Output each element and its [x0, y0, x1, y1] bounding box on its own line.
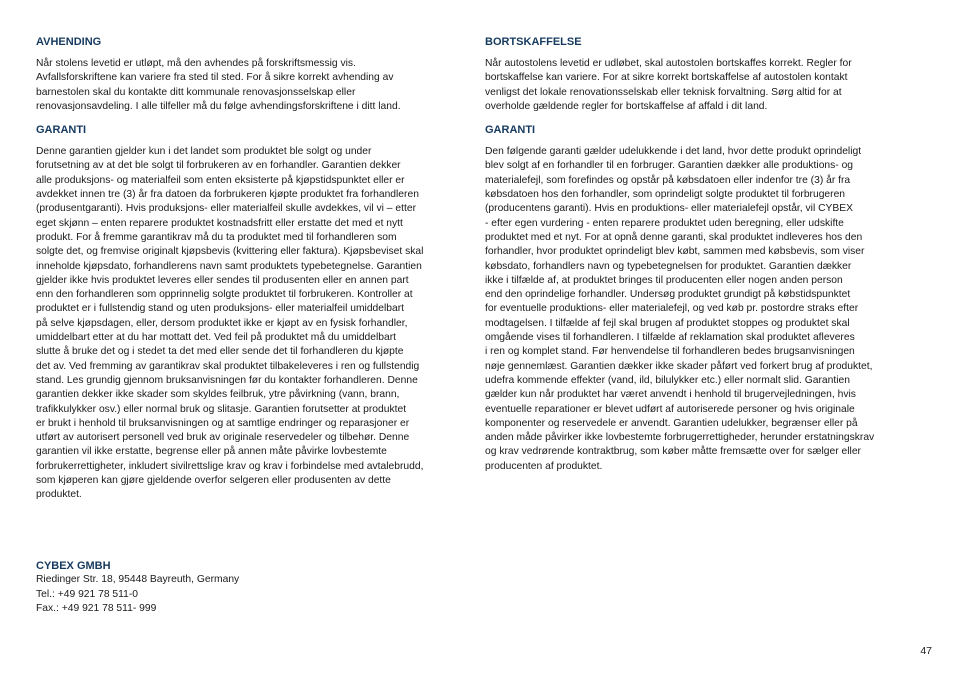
- disposal-text-no: Når stolens levetid er utløpt, må den avhendes på forskriftsmessig vis. Avfallsforskriftene kan variere fra sted til sted. For å sikre korrekt avhending av barnestolen skal du kontakte ditt kommunale renovasjonsselskap eller renovasjonsavdeling. I alle tilfeller må du følge avhendingsforskriftene i ditt land.: [36, 58, 401, 112]
- disposal-heading-no: AVHENDING: [36, 36, 102, 48]
- company-fax: Fax.: +49 921 78 511- 999: [36, 602, 157, 614]
- left-column: [36, 35, 470, 512]
- company-tel: Tel.: +49 921 78 511-0: [36, 588, 138, 600]
- company-name: CYBEX GMBH: [36, 560, 111, 572]
- warranty-heading-da: GARANTI: [485, 124, 536, 137]
- warranty-text-da: Den følgende garanti gælder udelukkende i det land, hvor dette produkt oprindeligt blev solgt af en forhandler til en forbruger. Garantien dækker alle produktions- og materialefejl, som forefindes og opstår på købsdatoen eller indenfor tre (3) år fra købsdatoen hos den forhandler, som oprindeligt solgte produktet til forbrugeren (producentens garanti). Hvis en produktions- eller materialefejl opstår, vil CYBEX - efter egen vurdering - enten reparere produktet uden beregning, eller udskifte produktet med et nyt. For at opnå denne garanti, skal produktet indleveres hos den forhandler, hvor produktet oprindeligt blev købt, sammen med købsbevis, som viser købsdato, forhandlers navn og typebetegnelsen for produktet. Garantien dækker ikke i tilfælde af, at produktet bringes til producenten eller nogen anden person end den oprindelige forhandler. Undersøg produktet grundigt på købstidspunktet for eventuelle produktions- eller materialefejl, og ved køb pr. postordre straks efter modtagelsen. I tilfælde af fejl skal brugen af produktet stoppes og produktet skal omgående vises til forhandleren. I tilfælde af reklamation skal produktet afleveres i ren og komplet stand. Før henvendelse til forhandleren bedes brugsanvisningen nøje gennemlæst. Garantien dækker ikke skader påført ved forkert brug af produktet, udefra kommende effekter (vand, ild, bilulykker etc.) eller normalt slid. Garantien gælder kun når produktet har været anvendt i henhold til brugervejledningen, hvis eventuelle reparationer er blevet udført af autoriserede personer og hvis originale komponenter og reservedele er anvendt. Garantien udelukker, begrænser eller på anden måde påvirker ikke lovbestemte forbrugerrettigheder, herunder erstatningskrav og krav vedrørende kontraktbrug, som køber måtte fremsætte over for sælger eller producenten af produktet.: [485, 146, 875, 472]
- company-footer: [36, 559, 239, 616]
- warranty-heading-no: GARANTI: [36, 124, 87, 137]
- disposal-heading-da: BORTSKAFFELSE: [485, 36, 582, 48]
- company-address: Riedinger Str. 18, 95448 Bayreuth, Germany: [36, 574, 240, 586]
- page-number: 47: [920, 645, 932, 657]
- warranty-text-no: Denne garantien gjelder kun i det landet som produktet ble solgt og under forutsetning av at det ble solgt til forbrukeren av en forhandler. Garantien dekker alle produksjons- og materialfeil som enten eksisterte på kjøpstidspunktet eller er avdekket innen tre (3) år fra datoen da forbrukeren kjøpte produktet fra forhandleren (produsentgaranti). Hvis produksjons- eller materialfeil skulle avdekkes, vil vi – etter eget skjønn – enten reparere produktet kostnadsfritt eller erstatte det med et nytt produkt. For å fremme garantikrav må du ta produktet med til forhandleren som solgte det, og fremvise originalt kjøpsbevis (kvittering eller faktura). Kjøpsbeviset skal inneholde kjøpsdato, forhandlerens navn samt produktets typebetegnelse. Garantien gjelder ikke hvis produktet leveres eller sendes til produsenten eller en annen part enn den forhandleren som opprinnelig solgte produktet til forbrukeren. Kontroller at produktet er i fullstendig stand og uten produksjons- eller materialfeil umiddelbart på selve kjøpsdagen, eller, dersom produktet ikke er kjøpt av en fysisk forhandler, umiddelbart etter at du har mottatt det. Ved feil på produktet må du umiddelbart slutte å bruke det og i stedet ta det med eller sende det til forhandleren du kjøpte det av. Ved fremming av garantikrav skal produktet tilbakeleveres i ren og fullstendig stand. Les grundig gjennom bruksanvisningen før du kontakter forhandleren. Denne garantien dekker ikke skader som skyldes feilbruk, ytre påvirkning (vann, brann, trafikkulykker osv.) eller normal bruk og slitasje. Garantien forutsetter at produktet er brukt i henhold til bruksanvisningen og at samtlige endringer og reparasjoner er utført av autorisert personell ved bruk av originale reservedeler og tilbehør. Denne garantien vil ikke erstatte, begrense eller på annen måte påvirke lovbestemte forbrukerrettigheter, inkludert sivilrettslige krav og krav i forbindelse med avtalebrudd, som kjøperen kan gjøre gjeldende overfor selgeren eller produsenten av dette produktet.: [36, 146, 424, 501]
- right-column: [485, 35, 921, 483]
- disposal-text-da: Når autostolens levetid er udløbet, skal autostolen bortskaffes korrekt. Regler for bortskaffelse kan variere. For at sikre korrekt bortskaffelse af autostolen kontakt venligst det lokale renovationsselskab eller teknisk forvaltning. Sørg altid for at overholde gældende regler for bortskaffelse af affald i dit land.: [485, 58, 852, 112]
